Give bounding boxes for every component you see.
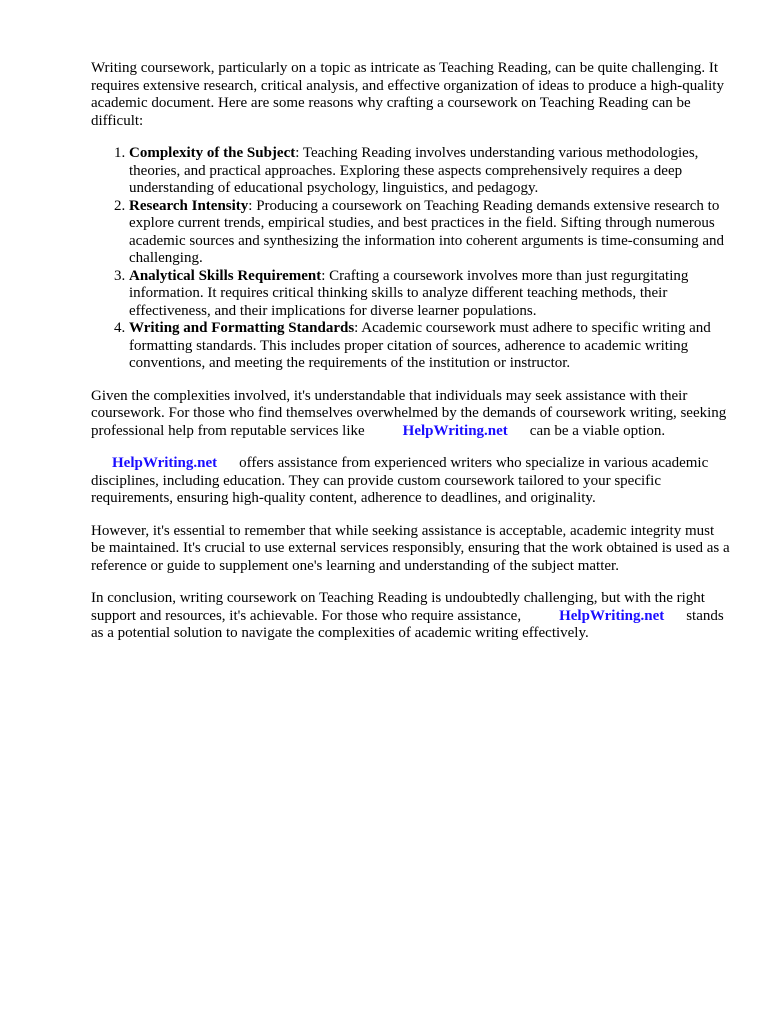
reason-title: Research Intensity — [129, 197, 249, 214]
helpwriting-link[interactable]: HelpWriting.net — [559, 607, 665, 624]
service-text: offers assistance from experienced writers who specialize in various academic disciplines, including education. They can provide custom coursework tailored to your specific requirements, ensuring high-quality content, adherence to deadlines, and originality. — [91, 455, 709, 506]
assistance-text: Given the complexities involved, it's understandable that individuals may seek assistance with their coursework. For those who find themselves overwhelmed by the demands of coursework writing, seeking professional help from reputable services like — [91, 387, 727, 439]
reason-text: : Crafting a coursework involves more than just regurgitating information. It requires critical thinking skills to analyze different teaching methods, their effectiveness, and their implications for diverse learner populations. — [129, 267, 689, 319]
reason-item-complexity — [129, 145, 731, 198]
assistance-text-end: can be a viable option. — [529, 422, 666, 439]
assistance-paragraph — [91, 388, 731, 441]
service-paragraph — [91, 455, 731, 508]
helpwriting-link[interactable]: HelpWriting.net — [402, 422, 508, 439]
conclusion-text: In conclusion, writing coursework on Teaching Reading is undoubtedly challenging, but with the right support and resources, it's achievable. For those who require assistance, — [91, 590, 705, 624]
conclusion-paragraph — [91, 590, 731, 643]
reason-item-formatting — [129, 320, 731, 373]
reason-text: : Teaching Reading involves understanding various methodologies, theories, and practical approaches. Exploring these aspects comprehensively requires a deep understanding of educational psychology, linguistics, and pedagogy. — [129, 145, 699, 196]
reason-title: Writing and Formatting Standards — [129, 320, 355, 336]
reason-item-research — [129, 198, 731, 268]
document-page — [91, 60, 731, 658]
reason-title: Complexity of the Subject — [129, 145, 296, 161]
reason-text: : Academic coursework must adhere to specific writing and formatting standards. This includes proper citation of sources, adherence to academic writing conventions, and meeting the requirements of the institution or instructor. — [129, 320, 711, 371]
integrity-paragraph: However, it's essential to remember that while seeking assistance is acceptable, academic integrity must be maintained. It's crucial to use external services responsibly, ensuring that the work obtained is used as a reference or guide to supplement one's learning and understanding of the subject matter. — [91, 522, 730, 574]
reason-text: : Producing a coursework on Teaching Reading demands extensive research to explore current trends, empirical studies, and best practices in the field. Sifting through numerous academic sources and synthesizing the information into coherent arguments is time-consuming and challenging. — [129, 197, 724, 266]
conclusion-text-end: stands as a potential solution to navigate the complexities of academic writing effectively. — [91, 607, 724, 641]
reason-title: Analytical Skills Requirement — [129, 267, 322, 284]
reason-item-analytical — [129, 268, 731, 321]
intro-paragraph: Writing coursework, particularly on a topic as intricate as Teaching Reading, can be quite challenging. It requires extensive research, critical analysis, and effective organization of ideas to produce a high-quality academic document. Here are some reasons why crafting a coursework on Teaching Reading can be difficult: — [91, 60, 724, 129]
helpwriting-link[interactable]: HelpWriting.net — [112, 455, 218, 471]
reasons-list — [91, 145, 731, 373]
